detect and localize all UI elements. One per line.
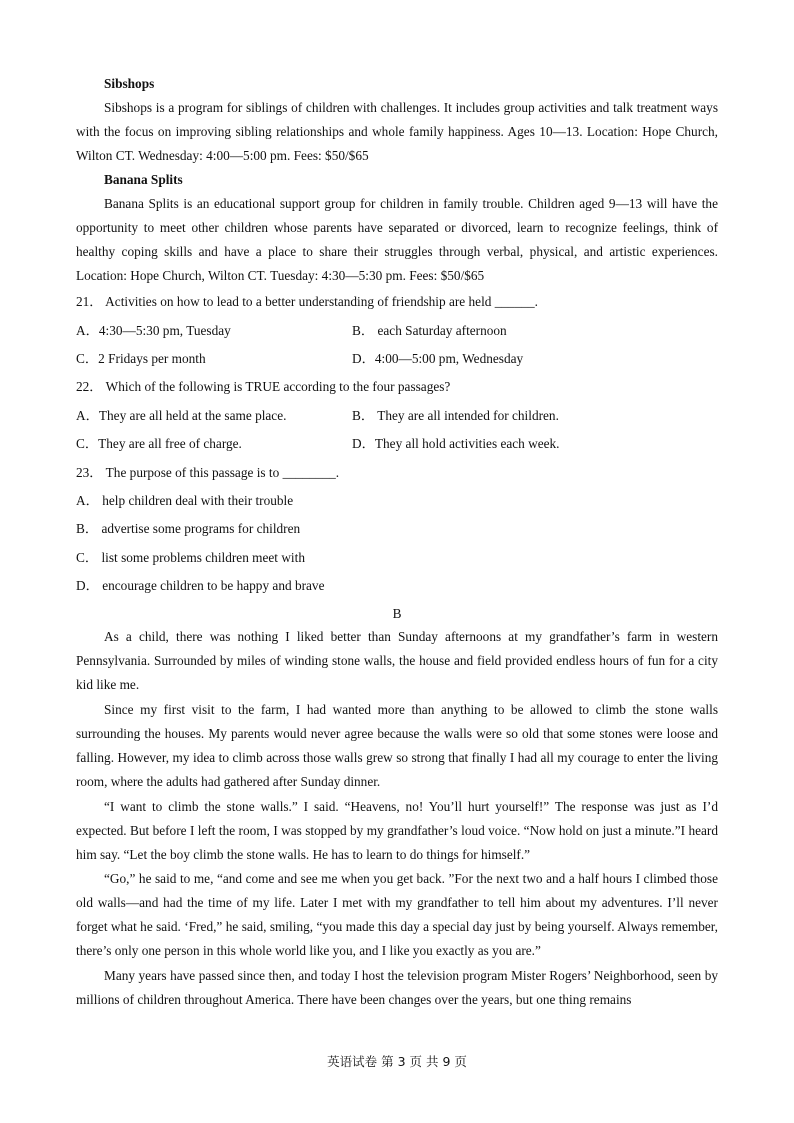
question-21-option-d: D．4:00—5:00 pm, Wednesday bbox=[352, 351, 524, 366]
question-21-stem: 21． Activities on how to lead to a better understanding of friendship are held ______. bbox=[76, 294, 538, 309]
question-22-option-d: D．They all hold activities each week. bbox=[352, 436, 560, 451]
passage-b-paragraph-5: Many years have passed since then, and today I host the television program Mister Rogers’ Neighborhood, seen by millions of children throughout America. There have been changes over the years, but one thing remains bbox=[76, 968, 718, 1007]
passage-b-paragraph-4: “Go,” he said to me, “and come and see me when you get back. ”For the next two and a half hours I climbed those old walls—and had the time of my life. Later I met with my grandfather to tell him about my adventures. I’ll never forget what he said. ‘Fred,” he said, smiling, “you made this day a special day just by being yourself. Always remember, there’s only one person in this whole world like you, and I like you exactly as you are.” bbox=[76, 871, 718, 958]
section-title-sibshops: Sibshops bbox=[104, 76, 155, 91]
section-body-banana-splits: Banana Splits is an educational support group for children in family trouble. Children aged 9—13 will have the opportunity to meet other children whose parents have separated or divorced, learn to recognize feelings, think of healthy coping skills and have a place to share their struggles through verbal, physical, and artistic experiences. Location: Hope Church, Wilton CT. Tuesday: 4:30—5:30 pm. Fees: $50/$65 bbox=[76, 196, 718, 283]
section-body-sibshops: Sibshops is a program for siblings of children with challenges. It includes group activities and talk treatment ways with the focus on improving sibling relationships and whole family happiness. Ages 10—13. Location: Hope Church, Wilton CT. Wednesday: 4:00—5:00 pm. Fees: $50/$65 bbox=[76, 100, 718, 163]
question-22-stem: 22． Which of the following is TRUE according to the four passages? bbox=[76, 379, 451, 394]
question-23-option-d: D． encourage children to be happy and brave bbox=[76, 578, 325, 593]
passage-b-paragraph-1: As a child, there was nothing I liked better than Sunday afternoons at my grandfather’s farm in western Pennsylvania. Surrounded by miles of winding stone walls, the house and field provided endless hours of fun for a city kid like me. bbox=[76, 629, 718, 692]
question-23-option-a: A． help children deal with their trouble bbox=[76, 493, 294, 508]
question-22-option-b: B． They are all intended for children. bbox=[352, 408, 559, 423]
question-22-option-c: C．They are all free of charge. bbox=[76, 436, 242, 451]
question-23-stem: 23． The purpose of this passage is to ________. bbox=[76, 465, 340, 480]
section-title-banana-splits: Banana Splits bbox=[104, 172, 183, 187]
question-22-option-a: A．They are all held at the same place. bbox=[76, 408, 287, 423]
question-23-option-c: C． list some problems children meet with bbox=[76, 550, 305, 565]
page-footer: 英语试卷 第 3 页 共 9 页 bbox=[327, 1054, 467, 1069]
passage-b-paragraph-3: “I want to climb the stone walls.” I said. “Heavens, no! You’ll hurt yourself!” The response was just as I’d expected. But before I left the room, I was stopped by my grandfather’s loud voice. “Now hold on just a minute.”I heard him say. “Let the boy climb the stone walls. He has to learn to do things for himself.” bbox=[76, 799, 718, 862]
question-21-option-b: B． each Saturday afternoon bbox=[352, 323, 507, 338]
passage-b-label: B bbox=[392, 606, 402, 621]
question-21-option-c: C．2 Fridays per month bbox=[76, 351, 206, 366]
question-23-option-b: B． advertise some programs for children bbox=[76, 521, 301, 536]
passage-b-paragraph-2: Since my first visit to the farm, I had wanted more than anything to be allowed to climb the stone walls surrounding the houses. My parents would never agree because the walls were so old that some stones were loose and falling. However, my idea to climb across those walls grew so strong that finally I had all my courage to enter the living room, where the adults had gathered after Sunday dinner. bbox=[76, 702, 718, 789]
question-21-option-a: A．4:30—5:30 pm, Tuesday bbox=[76, 323, 231, 338]
